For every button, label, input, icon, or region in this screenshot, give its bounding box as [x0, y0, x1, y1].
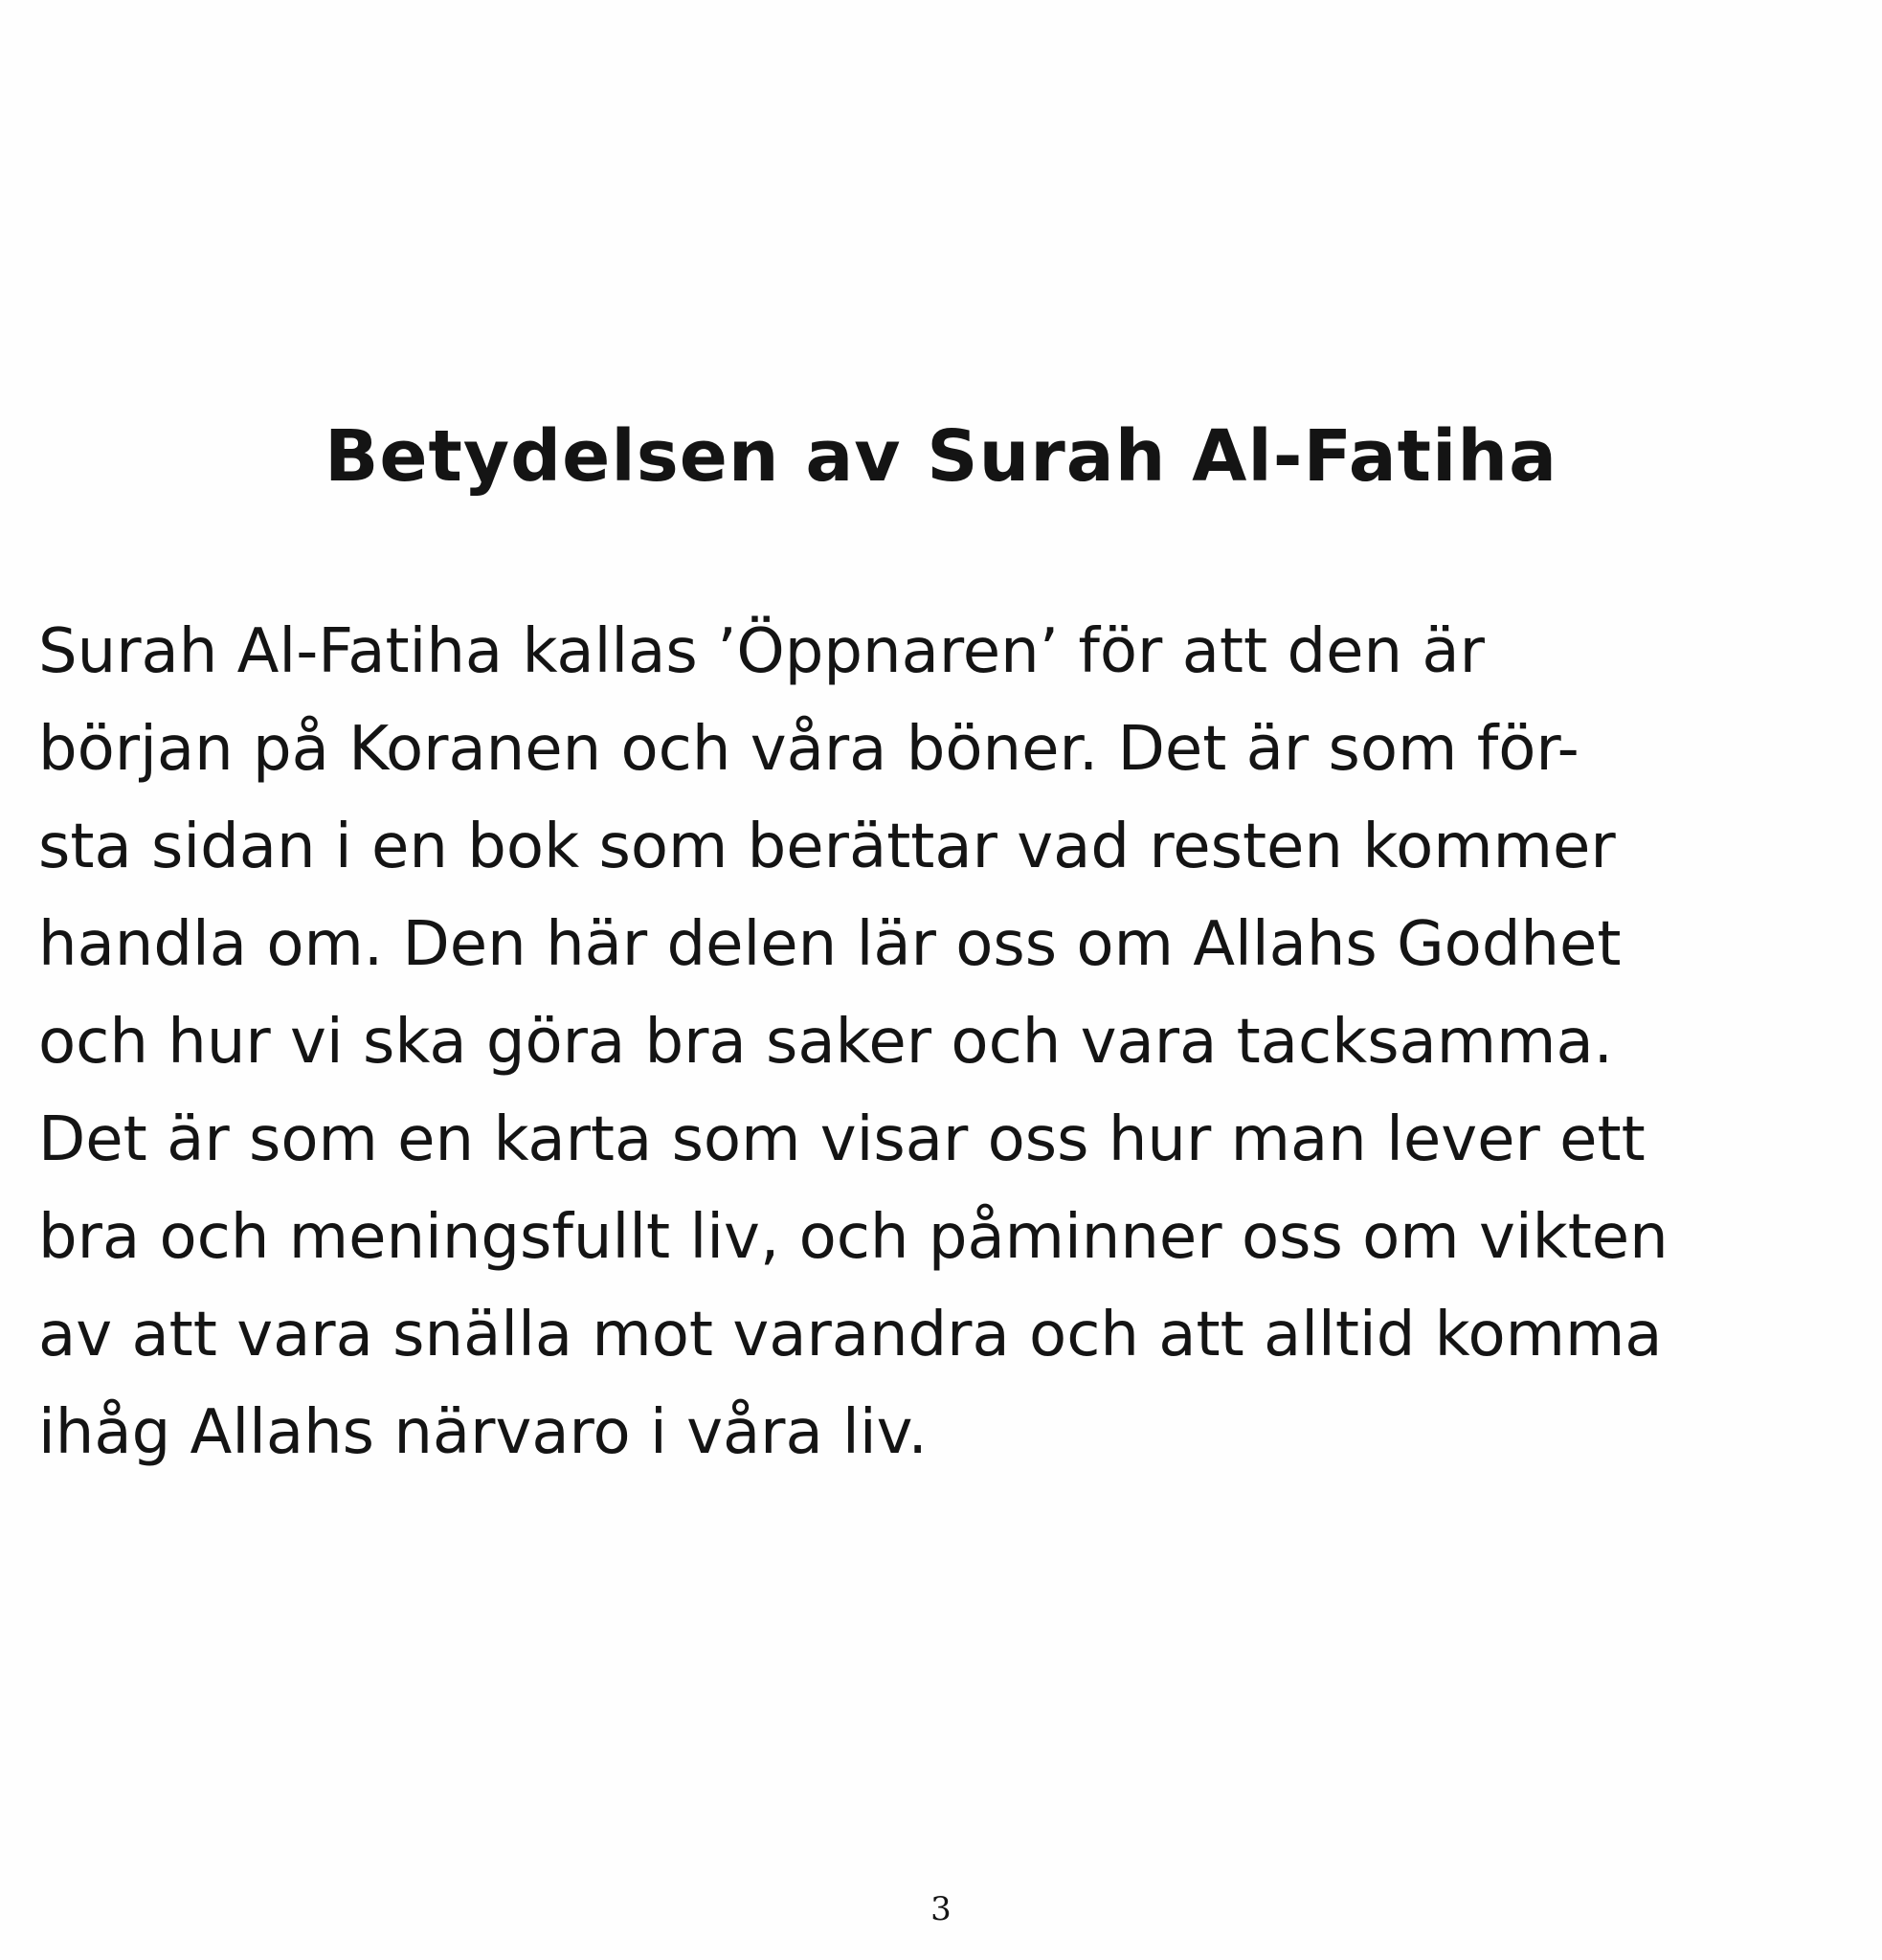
page-title: Betydelsen av Surah Al-Fatiha	[324, 415, 1558, 498]
paragraph-line: Det är som en karta som visar oss hur man lever ett	[38, 1104, 1646, 1175]
paragraph-line: Surah Al-Fatiha kallas ’Öppnaren’ för att den är	[38, 616, 1485, 687]
paragraph-line: av att vara snälla mot varandra och att alltid komma	[38, 1300, 1663, 1370]
body-paragraph	[38, 603, 1857, 1481]
paragraph-line: ihåg Allahs närvaro i våra liv.	[38, 1397, 928, 1468]
paragraph-line: sta sidan i en bok som berättar vad resten kommer	[38, 812, 1616, 882]
page-number: 3	[930, 1890, 952, 1928]
paragraph-line: handla om. Den här delen lär oss om Allahs Godhet	[38, 909, 1622, 980]
paragraph-line: bra och meningsfullt liv, och påminner oss om vikten	[38, 1202, 1669, 1273]
paragraph-line: början på Koranen och våra böner. Det är som för-	[38, 714, 1580, 785]
paragraph-line: och hur vi ska göra bra saker och vara tacksamma.	[38, 1007, 1613, 1078]
